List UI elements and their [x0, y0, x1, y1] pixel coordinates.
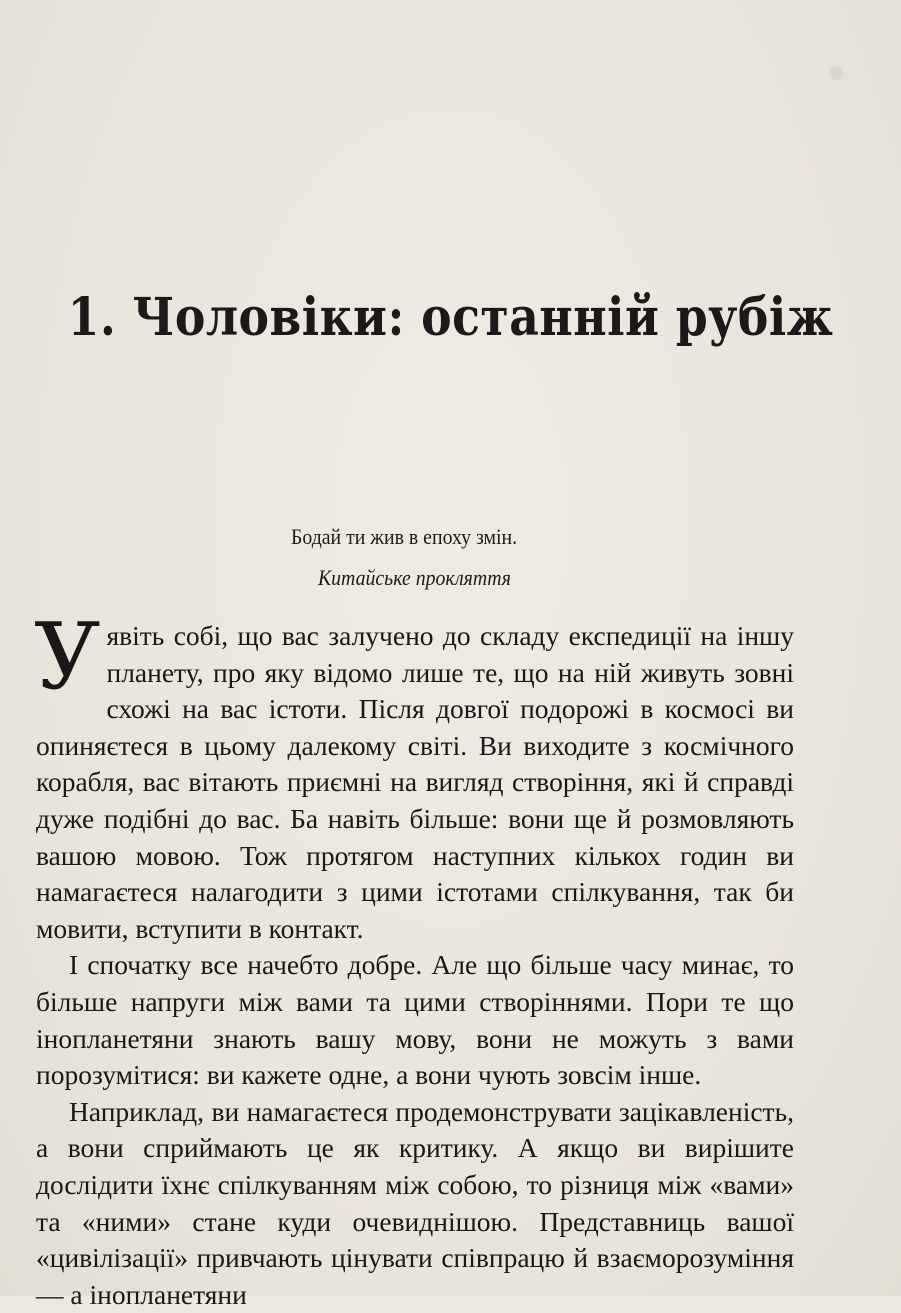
- paragraph-1: [34, 603, 794, 947]
- epigraph-source: Китайське прокляття: [318, 565, 511, 590]
- drop-cap: У: [34, 603, 101, 710]
- page-smudge: [829, 66, 843, 80]
- chapter-body: [34, 603, 794, 1313]
- chapter-title: 1. Чоловіки: останній рубіж: [67, 286, 834, 348]
- epigraph-quote: Бодай ти жив в епоху змін.: [291, 524, 518, 549]
- paragraph-2: І спочатку все начебто добре. Але що більше часу минає, то більше напруги між вами та цими створіннями. Пори те що інопланетяни знають вашу мову, вони не можуть з вами порозумітися: ви кажете одне, а вони чують зовсім інше.: [36, 949, 794, 1091]
- paragraph-1-text: явіть собі, що вас залучено до складу експедиції на іншу планету, про яку відомо лише те, що на ній живуть зовні схожі на вас істоти. Після довгої подорожі в космосі ви опиняєтеся в цьому далекому світі. Ви виходите з космічного корабля, вас вітають приємні на вигляд створіння, які й справді дуже подібні до вас. Ба навіть більше: вони ще й розмовляють вашою мовою. Тож протягом наступних кількох годин ви намагаєтеся налагодити з цими істотами спілкування, так би мовити, вступити в контакт.: [36, 620, 794, 944]
- paragraph-3: Наприклад, ви намагаєтеся продемонструвати зацікавленість, а вони сприймають це як критику. А якщо ви вирішите дослідити їхнє спілкуванням між собою, то різниця між «вами» та «ними» стане куди очевиднішою. Представниць вашої «цивілізації» привчають цінувати співпрацю й взаєморозуміння — а інопланетяни: [36, 1095, 794, 1310]
